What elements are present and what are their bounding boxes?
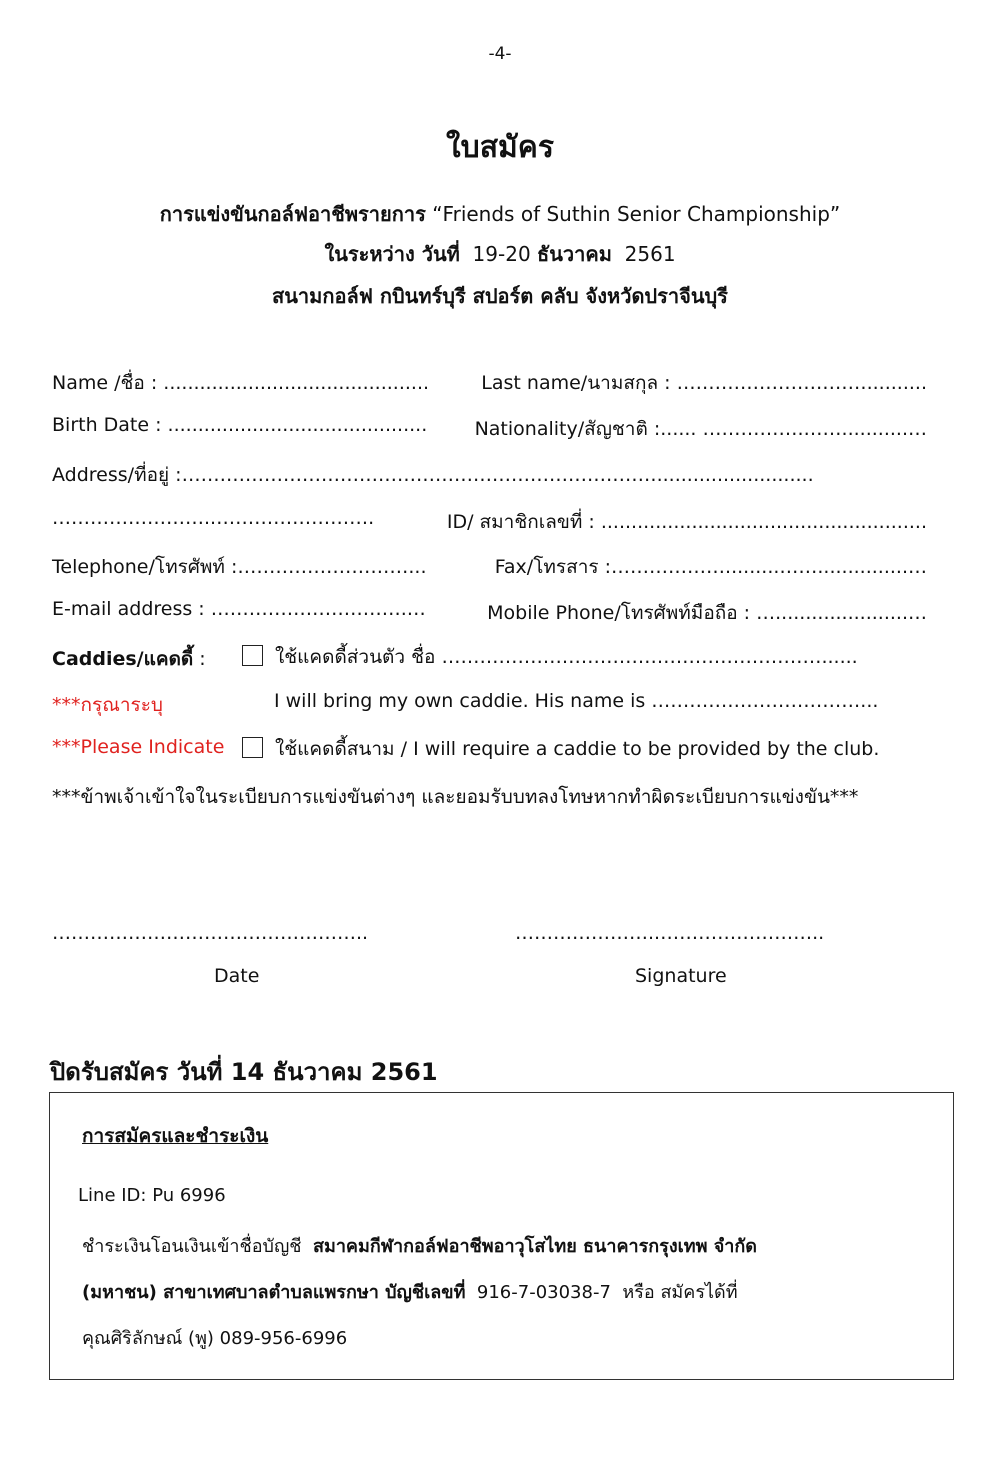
fax-field[interactable]: Fax/โทรสาร :……………….........……...............… [494,556,927,578]
line-id: Line ID: Pu 6996 [78,1185,226,1206]
address-row [52,460,927,490]
own-caddie-label: ใช้แคดดี้ส่วนตัว ชื่อ ……………………………………………………...... [275,646,858,668]
event-line-2 [0,238,1000,270]
event-name: “Friends of Suthin Senior Championship” [432,202,841,226]
own-caddie-name-field[interactable]: I will bring my own caddie. His name is ……………………………... [274,690,879,712]
date-signature-line[interactable]: ………………………………………….. [52,922,369,944]
transfer-line [82,1231,757,1260]
name-row [52,368,927,398]
form-title: ใบสมัคร [446,130,554,165]
mobile-field[interactable]: Mobile Phone/โทรศัพท์มือถือ : …......................… [487,602,927,624]
event-month: ธันวาคม [537,242,612,266]
event-label: การแข่งขันกอล์ฟอาชีพรายการ [159,202,426,226]
caddie-club-option [242,734,879,764]
id-field[interactable]: ID/ สมาชิกเลขที่ : ...................................................... [446,511,927,533]
bank-line [82,1277,738,1306]
account-name: สมาคมกีฬากอล์ฟอาชีพอาวุโสไทย ธนาคารกรุงเทพ จำกัด [312,1236,758,1257]
email-row [52,598,927,628]
own-caddie-checkbox[interactable] [242,645,263,666]
event-line-1 [0,198,1000,230]
payment-box [49,1092,954,1380]
birth-row [52,414,927,444]
nationality-field[interactable]: Nationality/สัญชาติ :...... …………….……...........… [474,418,927,440]
bank-branch: (มหาชน) สาขาเทศบาลตำบลแพรกษา บัญชีเลขที่ [82,1282,466,1303]
phone-row [52,552,927,582]
contact-info: คุณศิริลักษณ์ (พู) 089-956-6996 [82,1328,348,1349]
payment-heading: การสมัครและชำระเงิน [82,1125,269,1147]
email-field[interactable]: E-mail address : ………………………….… [52,598,426,620]
club-caddie-label: ใช้แคดดี้สนาม / I will require a caddie to be provided by the club. [275,738,880,760]
application-deadline: ปิดรับสมัคร วันที่ 14 ธันวาคม 2561 [50,1058,438,1086]
signature-line[interactable]: …………………..…………………….. [515,922,825,944]
event-date-label: ในระหว่าง วันที่ [324,242,460,266]
please-indicate-label: ***Please Indicate [52,736,225,758]
birth-date-field[interactable]: Birth Date : ........................................... [52,414,428,436]
caddie-own-option [242,642,858,672]
acknowledgement-text: ***ข้าพเจ้าเข้าใจในระเบียบการแข่งขันต่างๆ และยอมรับบทลงโทษหากทำผิดระเบียบการแข่งขัน*** [52,786,859,808]
address-id-row [52,507,927,537]
account-number: 916-7-03038-7 [476,1282,611,1303]
club-caddie-checkbox[interactable] [242,737,263,758]
last-name-field[interactable]: Last name/นามสกุล : ………………………….......... [481,372,927,394]
event-days: 19-20 [472,242,531,266]
or-apply: หรือ สมัครได้ที่ [622,1282,738,1303]
telephone-field[interactable]: Telephone/โทรศัพท์ :………………………... [52,556,427,578]
please-specify-th: ***กรุณาระบุ [52,694,163,716]
address-continuation-field[interactable]: ……………………..……………………. [52,507,375,529]
name-field[interactable]: Name /ชื่อ : ............................................ [52,372,430,394]
address-field[interactable]: Address/ที่อยู่ :………………………………………………………………….......................... [52,464,814,486]
caddies-label: Caddies/แคดดี้ : [52,648,206,670]
signature-label: Signature [635,965,727,987]
event-venue: สนามกอล์ฟ กบินทร์บุรี สปอร์ต คลับ จังหวัดปราจีนบุรี [272,284,728,308]
transfer-prefix: ชำระเงินโอนเงินเข้าชื่อบัญชี [82,1236,302,1257]
event-year: 2561 [624,242,676,266]
date-label: Date [214,965,260,987]
page-number: -4- [488,44,512,64]
